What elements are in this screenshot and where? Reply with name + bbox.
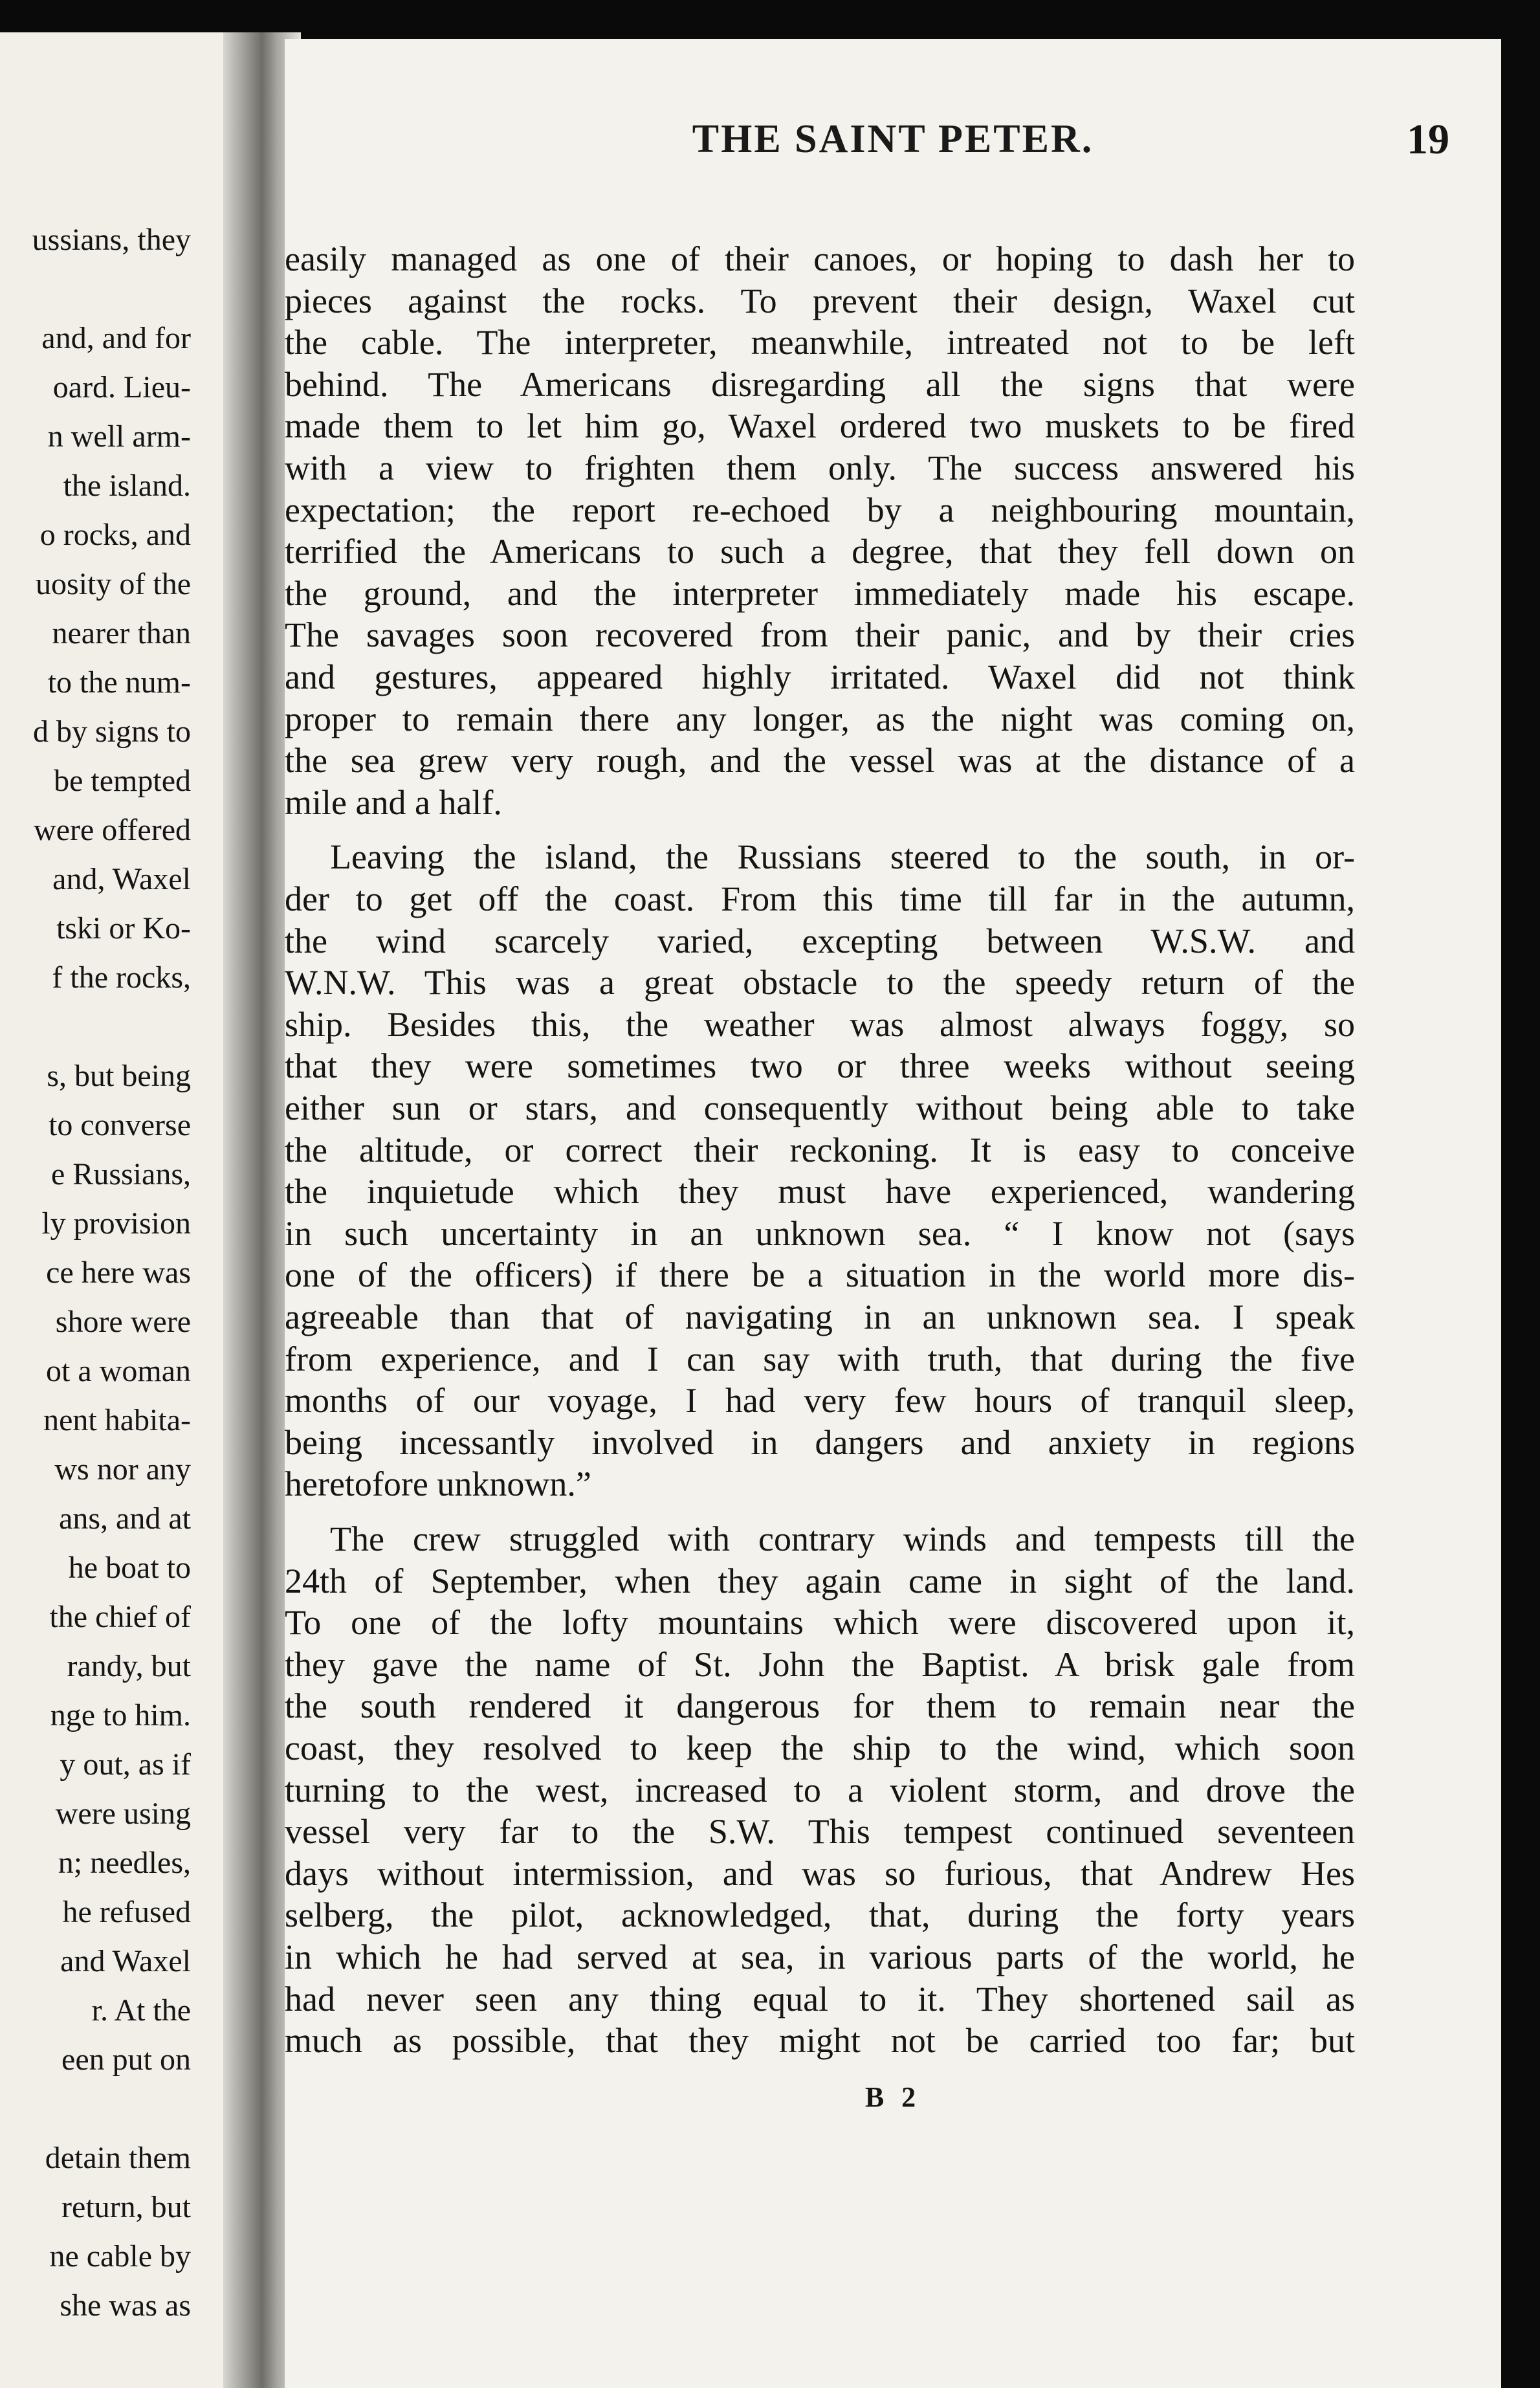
body-line: expectation; the report re-echoed by a neighbouring mountain, [285,490,1355,529]
body-line: mile and a half. [285,782,502,822]
body-line: behind. The Americans disregarding all the signs that were [285,364,1355,404]
left-page-line: were using [55,1797,191,1831]
body-line: vessel very far to the S.W. This tempest continued seventeen [285,1812,1355,1852]
body-line: made them to let him go, Waxel ordered two muskets to be fired [285,406,1355,446]
left-page-line: een put on [61,2042,191,2077]
left-page-line: he refused [62,1895,191,1929]
left-page-line: ussians, they [32,223,191,257]
current-page [285,39,1501,2388]
left-page-line: nent habita- [43,1403,191,1437]
left-page-line: detain them [45,2141,191,2175]
left-page-line: ly provision [41,1206,191,1241]
left-page-line: n well arm- [47,419,191,454]
body-line: agreeable than that of navigating in an unknown sea. I speak [285,1298,1355,1336]
left-page-line: ce here was [46,1255,191,1290]
left-page-line: shore were [55,1305,191,1339]
body-line: one of the officers) if there be a situation in the world more dis- [285,1255,1355,1295]
left-page-line: d by signs to [32,714,191,749]
left-page-line: he boat to [68,1551,191,1585]
left-page-line: uosity of the [36,567,191,601]
body-line: being incessantly involved in dangers and anxiety in regions [285,1422,1355,1462]
left-page-line: the chief of [49,1600,191,1634]
left-page-line: and Waxel [60,1944,191,1978]
body-line: turning to the west, increased to a violent storm, and drove the [285,1770,1355,1809]
left-page-line: ne cable by [49,2239,191,2273]
page-number: 19 [1407,116,1449,163]
left-page-line: were offered [34,813,191,847]
left-page-line: be tempted [54,764,191,798]
body-line: had never seen any thing equal to it. They shortened sail as [285,1979,1355,2018]
left-page-line: oard. Lieu- [52,370,191,404]
left-page-line: return, but [61,2190,191,2224]
body-line: the south rendered it dangerous for them to remain near the [285,1686,1355,1726]
running-head: THE SAINT PETER. [692,117,1094,161]
body-line: they gave the name of St. John the Baptist. A brisk gale from [285,1644,1355,1684]
left-page-line: f the rocks, [52,960,191,995]
body-line: Leaving the island, the Russians steered to the south, in or- [330,837,1355,877]
body-line: that they were sometimes two or three weeks without seeing [285,1046,1355,1086]
body-line: terrified the Americans to such a degree, that they fell down on [285,532,1355,571]
body-line: pieces against the rocks. To prevent their design, Waxel cut [285,281,1355,320]
body-line: the inquietude which they must have experienced, wandering [285,1172,1355,1211]
body-line: from experience, and I can say with truth, that during the five [285,1339,1355,1378]
body-line: proper to remain there any longer, as the night was coming on, [285,699,1355,738]
left-page-line: e Russians, [51,1157,191,1191]
body-line: der to get off the coast. From this time till far in the autumn, [285,879,1355,918]
body-line: much as possible, that they might not be carried too far; but [285,2021,1355,2061]
body-line: coast, they resolved to keep the ship to the wind, which soon [285,1729,1355,1767]
left-page-line: ot a woman [46,1354,191,1388]
body-line: heretofore unknown.” [285,1465,591,1504]
left-page-line: o rocks, and [39,518,191,552]
body-line: easily managed as one of their canoes, or hoping to dash her to [285,239,1355,278]
body-line: the altitude, or correct their reckoning. It is easy to conceive [285,1130,1355,1169]
left-page-line: tski or Ko- [56,911,191,945]
left-page-line: s, but being [47,1059,191,1093]
body-line: and gestures, appeared highly irritated. Waxel did not think [285,658,1355,696]
left-page-line: to converse [49,1108,191,1142]
body-line: To one of the lofty mountains which were discovered upon it, [285,1603,1355,1642]
previous-page [0,32,243,2388]
body-line: the wind scarcely varied, excepting between W.S.W. and [285,921,1355,960]
left-page-line: she was as [60,2288,191,2323]
body-line: the sea grew very rough, and the vessel was at the distance of a [285,741,1355,780]
body-line: selberg, the pilot, acknowledged, that, during the forty years [285,1896,1355,1935]
body-line: 24th of September, when they again came in sight of the land. [285,1561,1355,1600]
left-page-line: the island. [63,469,191,503]
left-page-line: and, Waxel [52,862,191,896]
body-line: with a view to frighten them only. The success answered his [285,448,1355,487]
left-page-line: ans, and at [59,1501,191,1536]
body-line: days without intermission, and was so furious, that Andrew Hes [285,1853,1355,1893]
left-page-line: y out, as if [60,1747,191,1782]
left-page-line: nearer than [52,616,191,650]
left-page-line: to the num- [47,665,191,700]
left-page-line: n; needles, [58,1846,191,1880]
left-page-line: randy, but [67,1649,191,1683]
signature-mark: B 2 [864,2081,921,2113]
body-line: months of our voyage, I had very few hours of tranquil sleep, [285,1381,1355,1421]
body-line: W.N.W. This was a great obstacle to the speedy return of the [285,963,1355,1002]
body-line: ship. Besides this, the weather was almost always foggy, so [285,1004,1355,1044]
body-line: The crew struggled with contrary winds and tempests till the [330,1520,1355,1558]
body-line: either sun or stars, and consequently without being able to take [285,1089,1355,1127]
left-page-line: nge to him. [50,1698,191,1732]
body-line: The savages soon recovered from their panic, and by their cries [285,615,1355,655]
body-line: the cable. The interpreter, meanwhile, intreated not to be left [285,323,1355,362]
body-line: the ground, and the interpreter immediately made his escape. [285,573,1355,613]
body-line: in which he had served at sea, in various parts of the world, he [285,1938,1355,1976]
left-page-line: and, and for [41,321,191,355]
left-page-line: r. At the [91,1993,191,2028]
left-page-line: ws nor any [54,1452,191,1487]
body-text [285,39,1501,2388]
body-line: in such uncertainty in an unknown sea. “ I know not (says [285,1213,1355,1253]
